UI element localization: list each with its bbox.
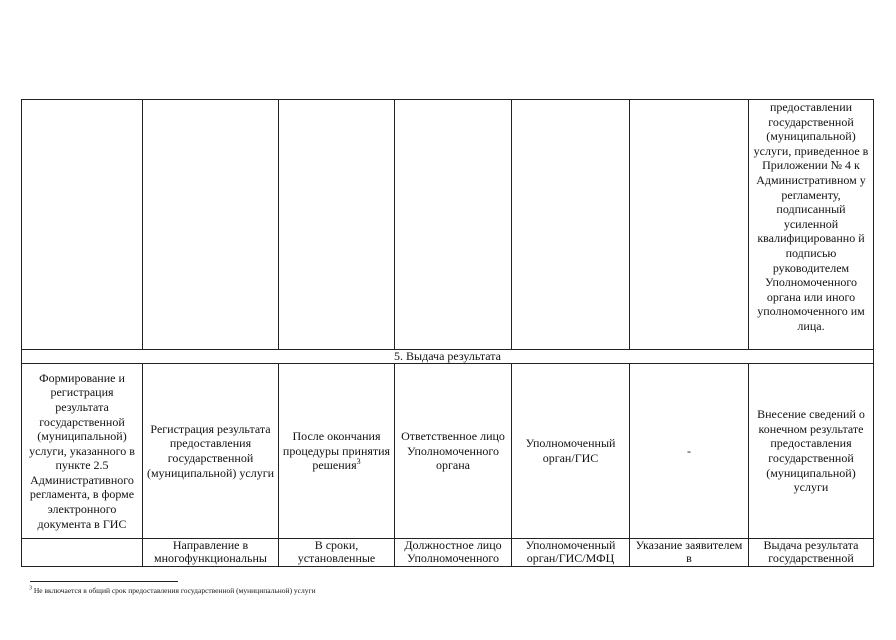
deadline-text: После окончания процедуры принятия решения xyxy=(282,429,391,473)
section-header: 5. Выдача результата xyxy=(22,350,874,364)
footnote xyxy=(29,586,316,596)
action-cell: Направление в многофункциональны xyxy=(143,539,279,567)
place-cell: Уполномоченный орган/ГИС/МФЦ xyxy=(512,539,630,567)
section-header-row xyxy=(22,350,874,364)
result-cell: Внесение сведений о конечном результате предоставления государственной (муниципальной) услуги xyxy=(749,364,874,539)
responsible-cell: Должностное лицо Уполномоченного xyxy=(395,539,512,567)
deadline-cell xyxy=(279,364,395,539)
table-cell xyxy=(143,100,279,350)
footnote-text: Не включается в общий срок предоставления государственной (муниципальной) услуги xyxy=(32,586,316,595)
place-cell: Уполномоченный орган/ГИС xyxy=(512,364,630,539)
table-row xyxy=(22,539,874,567)
table-cell xyxy=(279,100,395,350)
footnote-mark: 3 xyxy=(29,585,32,592)
result-cell: Выдача результата государственной xyxy=(749,539,874,567)
table-cell xyxy=(22,100,143,350)
criteria-cell: Указание заявителем в xyxy=(630,539,749,567)
result-description-cell: предоставлении государственной (муниципальной) услуги, приведенное в Приложении № 4 к Административном у регламенту, подписанный усиленной квалифицированно й подписью руководителем Уполномоченного органа или иного уполномоченного им лица. xyxy=(749,100,874,350)
responsible-cell: Ответственное лицо Уполномоченного органа xyxy=(395,364,512,539)
action-cell: Регистрация результата предоставления государственной (муниципальной) услуги xyxy=(143,364,279,539)
procedure-basis-cell: Формирование и регистрация результата государственной (муниципальной) услуги, указанного в пункте 2.5 Административного регламента, в форме электронного документа в ГИС xyxy=(22,364,143,539)
table-cell xyxy=(22,539,143,567)
table-cell xyxy=(512,100,630,350)
deadline-cell: В сроки, установленные xyxy=(279,539,395,567)
table-cell xyxy=(630,100,749,350)
criteria-cell: - xyxy=(630,364,749,539)
table-row xyxy=(22,100,874,350)
table-row xyxy=(22,364,874,539)
table-cell xyxy=(395,100,512,350)
procedure-table xyxy=(21,99,874,567)
footnote-ref: 3 xyxy=(356,457,361,467)
footnote-divider xyxy=(30,581,178,582)
